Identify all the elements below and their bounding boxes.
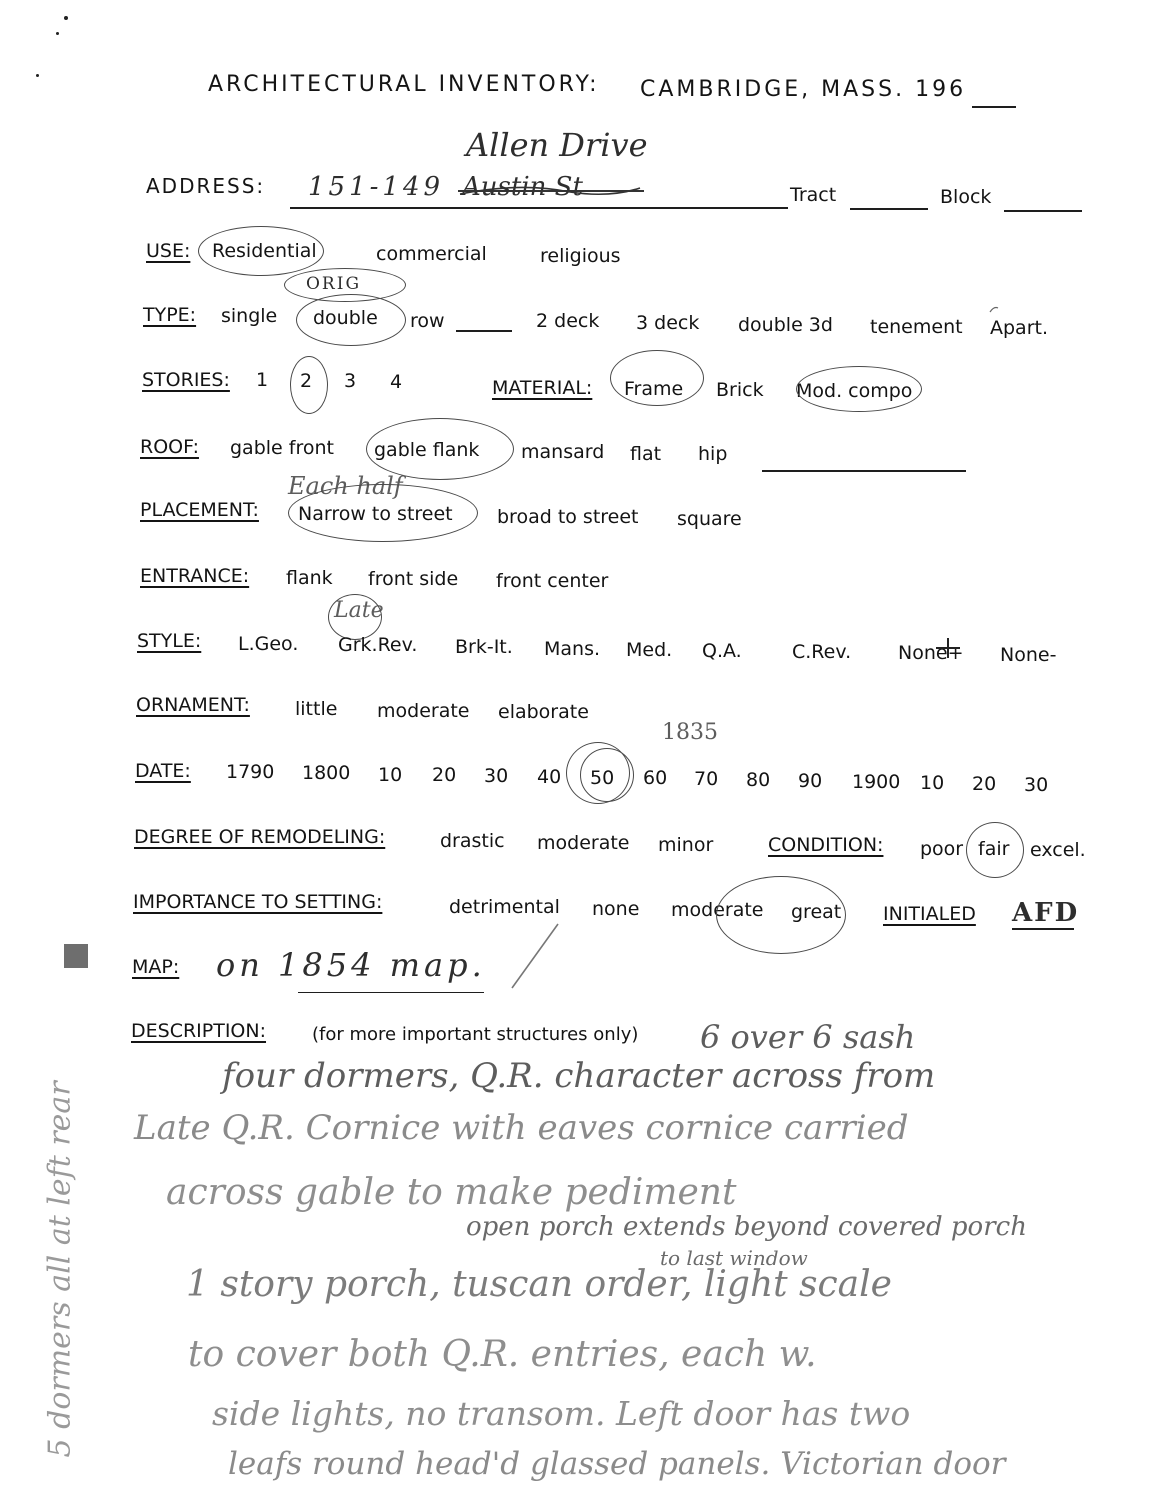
description-line-2: four dormers, Q.R. character across from	[222, 1056, 936, 1096]
form-title: ARCHITECTURAL INVENTORY:	[208, 72, 600, 97]
style-option-qa[interactable]: Q.A.	[702, 640, 742, 662]
stories-option-2[interactable]: 2	[300, 370, 313, 392]
description-line-10: leafs round head'd glassed panels. Victorian door	[228, 1446, 1006, 1482]
stories-option-4[interactable]: 4	[390, 371, 403, 393]
style-option-none-minus[interactable]: None-	[1000, 644, 1057, 666]
remodeling-option-drastic[interactable]: drastic	[440, 830, 505, 852]
street-crossed-out: Austin St	[462, 172, 583, 202]
date-option-10[interactable]: 10	[378, 764, 403, 786]
description-label: DESCRIPTION:	[131, 1020, 267, 1042]
remodeling-option-minor[interactable]: minor	[658, 834, 714, 856]
street-name-handwritten: Allen Drive	[466, 126, 648, 164]
style-option-med[interactable]: Med.	[626, 639, 673, 661]
type-option-single[interactable]: single	[221, 305, 278, 327]
style-label: STYLE:	[137, 630, 202, 652]
importance-option-moderate[interactable]: moderate	[671, 899, 764, 921]
ornament-label: ORNAMENT:	[136, 694, 250, 716]
date-option-1930[interactable]: 30	[1024, 774, 1049, 796]
pencil-tick	[990, 308, 998, 313]
date-option-40[interactable]: 40	[537, 766, 562, 788]
map-note: on 1854 map.	[216, 946, 486, 984]
condition-option-poor[interactable]: poor	[920, 838, 964, 860]
date-option-1900[interactable]: 1900	[852, 771, 901, 793]
description-line-9: side lights, no transom. Left door has two	[212, 1394, 911, 1433]
remodeling-label: DEGREE OF REMODELING:	[134, 826, 386, 848]
roof-option-gable-front[interactable]: gable front	[230, 437, 334, 459]
style-option-lgeo[interactable]: L.Geo.	[238, 633, 299, 655]
use-option-religious[interactable]: religious	[540, 245, 621, 267]
importance-option-detrimental[interactable]: detrimental	[449, 896, 560, 918]
importance-option-great[interactable]: great	[791, 901, 842, 923]
cross-out-scribble	[460, 187, 640, 194]
stories-option-3[interactable]: 3	[344, 370, 357, 392]
entrance-option-front-side[interactable]: front side	[368, 568, 459, 590]
roof-option-flat[interactable]: flat	[630, 443, 662, 465]
material-label: MATERIAL:	[492, 377, 593, 399]
date-option-1790[interactable]: 1790	[226, 761, 275, 783]
style-option-crev[interactable]: C.Rev.	[792, 641, 852, 663]
entrance-option-front-center[interactable]: front center	[496, 570, 609, 592]
roof-option-hip[interactable]: hip	[698, 443, 728, 465]
description-line-5: open porch extends beyond covered porch	[466, 1212, 1027, 1242]
block-label: Block	[940, 186, 992, 208]
entrance-label: ENTRANCE:	[140, 565, 250, 587]
date-option-1920[interactable]: 20	[972, 773, 997, 795]
importance-option-none[interactable]: none	[592, 898, 640, 920]
placement-option-broad[interactable]: broad to street	[497, 506, 639, 528]
type-option-row[interactable]: row	[410, 310, 445, 332]
placement-option-narrow[interactable]: Narrow to street	[298, 503, 453, 525]
use-option-commercial[interactable]: commercial	[376, 243, 487, 265]
condition-option-fair[interactable]: fair	[978, 838, 1010, 860]
form-city: CAMBRIDGE, MASS. 196	[640, 77, 967, 102]
date-option-90[interactable]: 90	[798, 770, 823, 792]
type-option-tenement[interactable]: tenement	[870, 316, 963, 338]
use-option-residential[interactable]: Residential	[212, 240, 317, 262]
street-number-handwritten: 151-149	[308, 172, 445, 202]
remodeling-option-moderate[interactable]: moderate	[537, 832, 630, 854]
date-option-60[interactable]: 60	[643, 767, 668, 789]
type-option-double[interactable]: double	[313, 307, 378, 329]
style-option-mans[interactable]: Mans.	[544, 638, 601, 660]
initialed-label: INITIALED	[883, 903, 976, 925]
description-sublabel: (for more important structures only)	[312, 1024, 639, 1045]
date-option-20[interactable]: 20	[432, 764, 457, 786]
importance-label: IMPORTANCE TO SETTING:	[133, 891, 383, 913]
description-line-4: across gable to make pediment	[166, 1172, 737, 1213]
date-option-80[interactable]: 80	[746, 769, 771, 791]
ornament-option-little[interactable]: little	[295, 698, 338, 720]
stories-option-1[interactable]: 1	[256, 369, 269, 391]
use-label: USE:	[146, 240, 191, 262]
placement-note: Each half	[288, 472, 403, 500]
map-label: MAP:	[132, 956, 180, 978]
type-label: TYPE:	[143, 304, 197, 326]
description-line-8: to cover both Q.R. entries, each w.	[188, 1334, 817, 1375]
style-option-brkit[interactable]: Brk-It.	[455, 636, 513, 658]
type-note-orig: ORIG	[306, 274, 362, 294]
pencil-slash	[512, 924, 558, 988]
entrance-option-flank[interactable]: flank	[286, 567, 333, 589]
date-option-30[interactable]: 30	[484, 765, 509, 787]
ornament-option-elaborate[interactable]: elaborate	[498, 701, 589, 723]
material-option-brick[interactable]: Brick	[716, 379, 764, 401]
type-option-2deck[interactable]: 2 deck	[536, 310, 600, 332]
roof-option-mansard[interactable]: mansard	[521, 441, 605, 463]
style-option-none-plus[interactable]: None+	[898, 642, 964, 664]
description-line-1: 6 over 6 sash	[700, 1018, 916, 1056]
condition-option-excel[interactable]: excel.	[1030, 839, 1086, 861]
roof-option-gable-flank[interactable]: gable flank	[374, 439, 480, 461]
stories-label: STORIES:	[142, 369, 230, 391]
margin-note: 5 dormers all at left rear	[42, 1081, 78, 1458]
description-line-3: Late Q.R. Cornice with eaves cornice carried	[134, 1108, 909, 1148]
description-line-6: to last window	[660, 1246, 808, 1270]
style-option-grkrev[interactable]: Grk.Rev.	[338, 634, 418, 656]
ornament-option-moderate[interactable]: moderate	[377, 700, 470, 722]
tract-label: Tract	[790, 184, 837, 206]
condition-label: CONDITION:	[768, 834, 884, 856]
address-label: ADDRESS:	[146, 174, 266, 198]
date-option-1910[interactable]: 10	[920, 772, 945, 794]
type-option-double3d[interactable]: double 3d	[738, 314, 833, 336]
type-option-3deck[interactable]: 3 deck	[636, 312, 700, 334]
date-note: 1835	[662, 720, 718, 745]
placement-option-square[interactable]: square	[677, 508, 742, 530]
style-note-late: Late	[334, 598, 384, 623]
type-option-apart[interactable]: Apart.	[990, 317, 1049, 339]
roof-label: ROOF:	[140, 436, 199, 458]
date-option-70[interactable]: 70	[694, 768, 719, 790]
material-option-modcompo[interactable]: Mod. compo	[796, 380, 913, 402]
material-option-frame[interactable]: Frame	[624, 378, 684, 400]
date-option-1800[interactable]: 1800	[302, 762, 351, 784]
placement-label: PLACEMENT:	[140, 499, 259, 521]
description-line-7: 1 story porch, tuscan order, light scale	[186, 1264, 892, 1305]
date-option-50[interactable]: 50	[590, 767, 615, 789]
initials: AFD	[1012, 898, 1080, 928]
date-label: DATE:	[135, 760, 191, 782]
plus-mark	[936, 638, 960, 658]
